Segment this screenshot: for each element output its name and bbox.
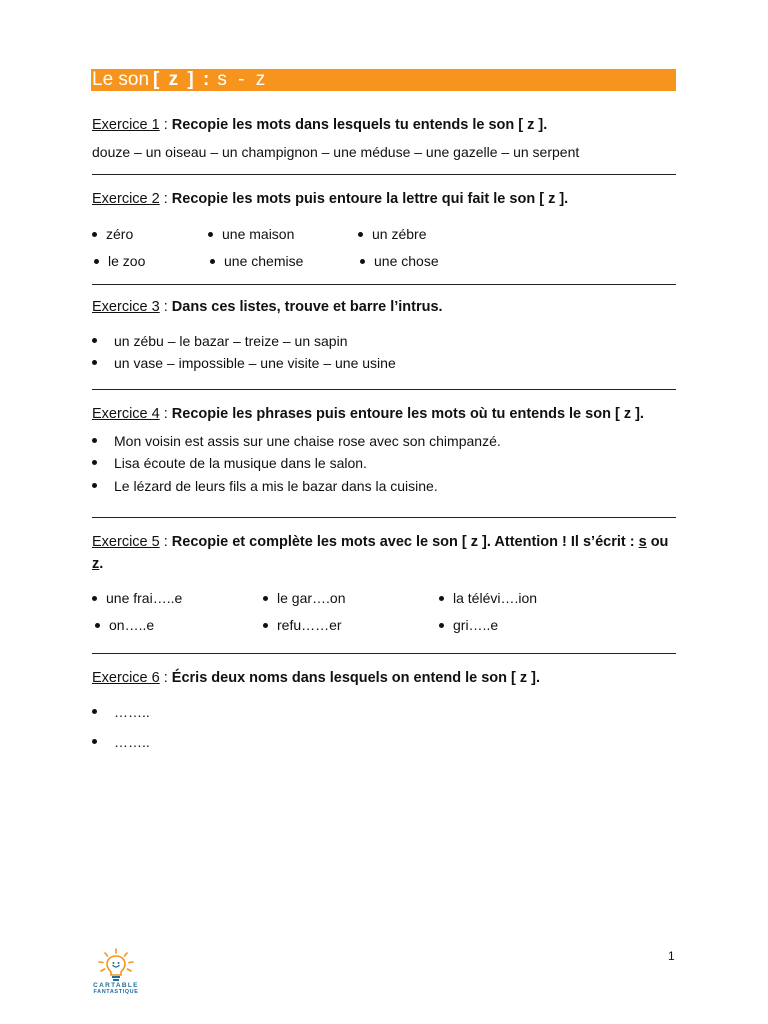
exercise-instruction: Écris deux noms dans lesquels on entend le son [ z ]. xyxy=(171,670,541,686)
word-item: on…..e xyxy=(95,616,154,634)
word-item: le zoo xyxy=(94,252,145,270)
exercise-label: Exercice 3 xyxy=(92,299,160,315)
exercise-label: Exercice 6 xyxy=(92,670,160,686)
exercise-label: Exercice 1 xyxy=(92,117,160,133)
exercise-1-words: douze – un oiseau – un champignon – une méduse – une gazelle – un serpent xyxy=(92,144,580,160)
logo-text-line1: CARTABLE xyxy=(93,982,139,989)
word-item: le gar….on xyxy=(263,589,345,607)
exercise-label: Exercice 5 xyxy=(92,534,160,550)
exercise-4-heading: Exercice 4 : Recopie les phrases puis entoure les mots où tu entends le son [ z ]. xyxy=(92,406,644,422)
section-divider xyxy=(92,389,676,390)
word-item: une chose xyxy=(360,252,439,270)
word-item: zéro xyxy=(92,225,133,243)
section-divider xyxy=(92,174,676,175)
word-item: refu……er xyxy=(263,616,342,634)
title-sound: [ z ] : xyxy=(153,69,212,90)
section-divider xyxy=(92,284,676,285)
exercise-6-heading: Exercice 6 : Écris deux noms dans lesquels on entend le son [ z ]. xyxy=(92,670,541,686)
exercise-instruction: Recopie les mots puis entoure la lettre qui fait le son [ z ]. xyxy=(171,191,569,207)
exercise-5-heading: Exercice 5 : Recopie et complète les mots avec le son [ z ]. Attention ! Il s’écrit : s ou z. xyxy=(92,534,669,572)
exercise-3-heading: Exercice 3 : Dans ces listes, trouve et barre l’intrus. xyxy=(92,299,443,315)
word-item: gri…..e xyxy=(439,616,498,634)
section-divider xyxy=(92,517,676,518)
exercise-label: Exercice 4 xyxy=(92,406,160,422)
cartable-fantastique-logo xyxy=(88,947,144,997)
page-title xyxy=(91,69,676,91)
word-item: une chemise xyxy=(210,252,303,270)
word-item: une maison xyxy=(208,225,294,243)
exercise-label: Exercice 2 xyxy=(92,191,160,207)
letter-z: z xyxy=(92,556,100,572)
word-item: un zébre xyxy=(358,225,426,243)
section-divider xyxy=(92,653,676,654)
exercise-instruction: Dans ces listes, trouve et barre l’intrus. xyxy=(171,299,443,315)
lightbulb-icon xyxy=(88,947,144,983)
title-prefix: Le son xyxy=(92,69,150,90)
letter-s: s xyxy=(638,534,647,550)
exercise-instruction: Recopie les phrases puis entoure les mots où tu entends le son [ z ]. xyxy=(171,406,644,422)
exercise-instruction: Recopie et complète les mots avec le son [ z ]. Attention ! Il s’écrit : xyxy=(171,534,639,550)
exercise-1-heading: Exercice 1 : Recopie les mots dans lesquels tu entends le son [ z ]. xyxy=(92,117,548,133)
worksheet-page: Le son [ z ] : s - z Exercice 1 : Recopie les mots dans lesquels tu entends le son [ z ]. douze – un oiseau – un champignon – une méduse – une gazelle – un serpent Exercice 2 : Recopie les mots puis entoure la lettre qui fait le son [ z ]. zéro une maison un zébre le zoo une chemise une chose Exercice 3 : Dans ces listes, trouve et barre l’intrus. un zébu – le bazar – treize – un sapin un vase – impossible – une visite – une usine Exercice 4 : Recopie les phrases puis entoure les mots où tu entends le son [ z ]. Mon voisin est assis sur une chaise rose avec son chimpanzé. Lisa écoute de la musique dans le salon. Le lézard de leurs fils a mis le bazar dans la cuisine. Exercice 5 : Recopie et complète les mots avec le son [ z ]. Attention ! Il s’écrit : s ou z. une frai…..e le gar….on la télévi….ion on…..e refu……er gri…..e Exercice 6 : Écris deux noms dans lesquels on entend le son [ z ]. …….. …….. CARTABLE FANTASTIQUE 1 xyxy=(0,0,768,1024)
word-item: une frai…..e xyxy=(92,589,182,607)
word-item: la télévi….ion xyxy=(439,589,537,607)
logo-text-line2: FANTASTIQUE xyxy=(93,989,139,995)
exercise-instruction: Recopie les mots dans lesquels tu entends le son [ z ]. xyxy=(171,117,548,133)
exercise-2-heading: Exercice 2 : Recopie les mots puis entoure la lettre qui fait le son [ z ]. xyxy=(92,191,569,207)
title-letters: s - z xyxy=(217,69,269,90)
page-number: 1 xyxy=(668,949,675,963)
